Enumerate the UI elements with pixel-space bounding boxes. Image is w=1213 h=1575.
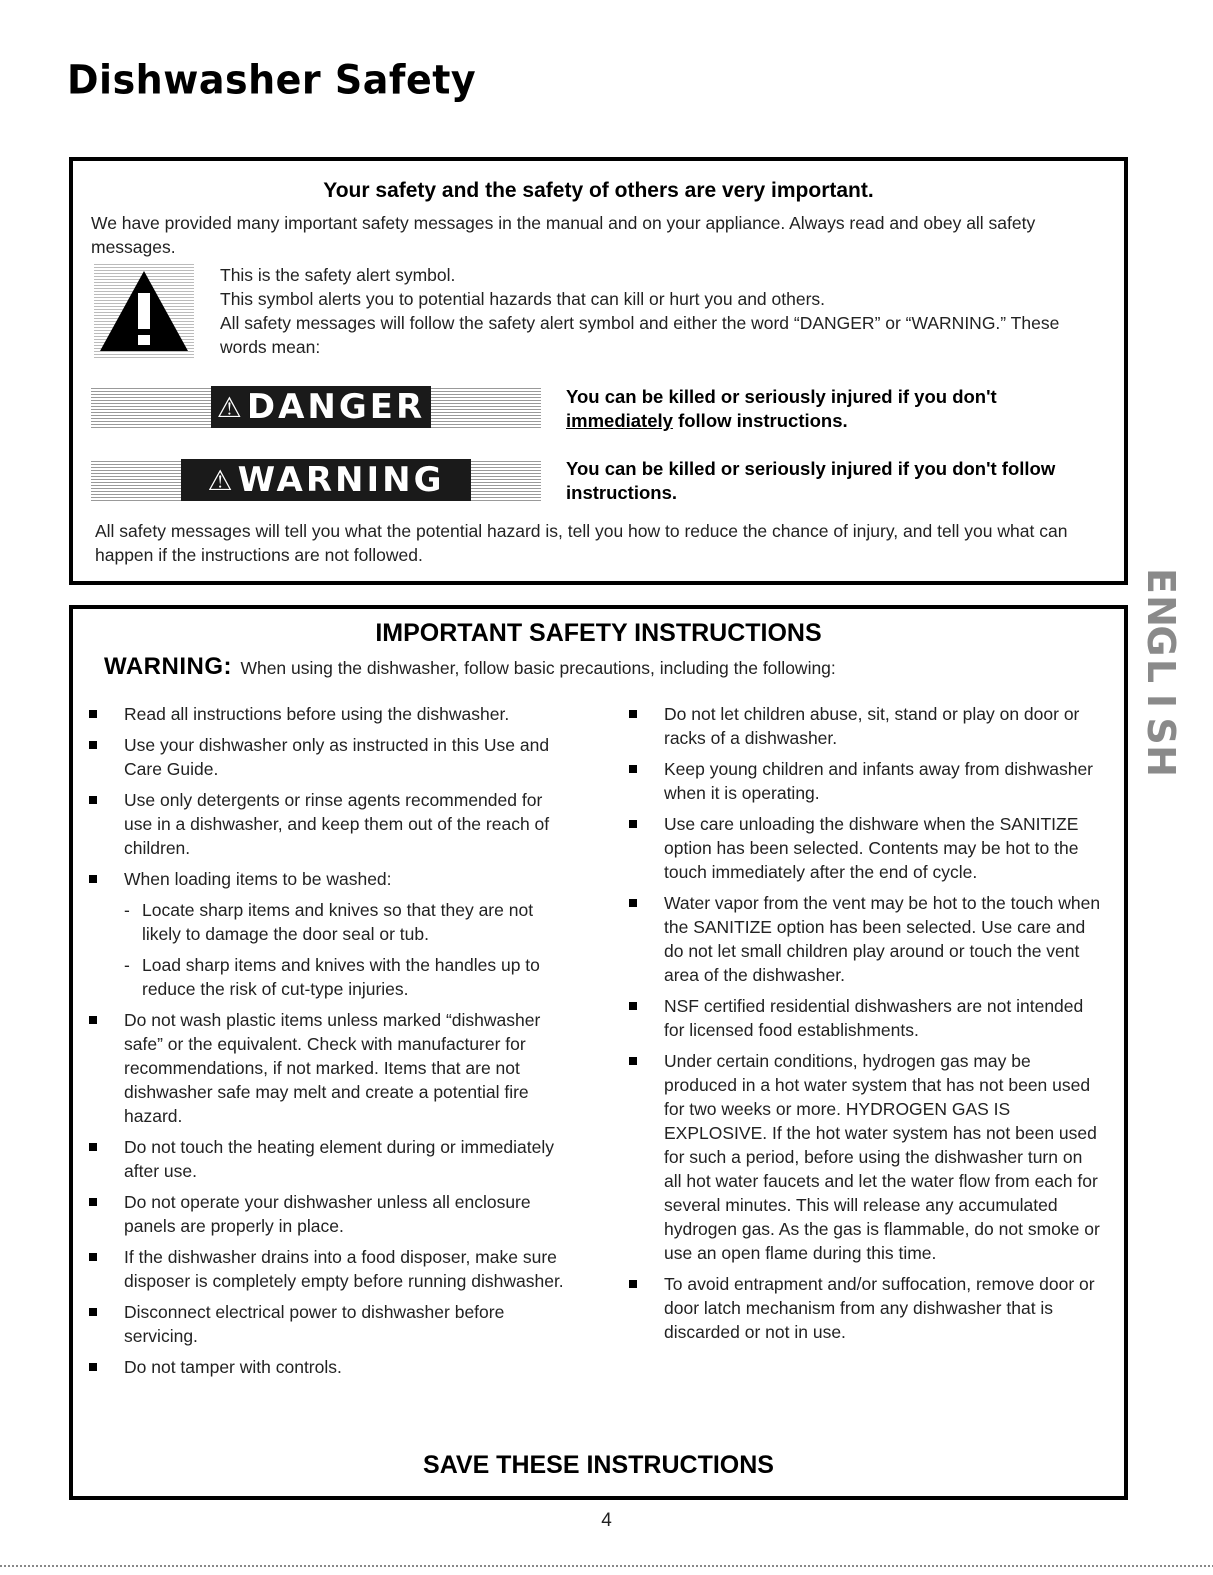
danger-desc-line: You can be killed or seriously injured if you don't (566, 386, 997, 407)
dash-icon: - (124, 955, 130, 975)
list-item (629, 891, 1104, 987)
list-item (629, 812, 1104, 884)
danger-signal-word (211, 386, 431, 428)
sub-item-text: Locate sharp items and knives so that they are not likely to damage the door seal or tub. (142, 900, 534, 944)
list-item-text: Read all instructions before using the dishwasher. (124, 704, 510, 724)
side-tab-letter: H (1139, 745, 1183, 777)
bullet-icon (89, 875, 97, 883)
list-item (629, 702, 1104, 750)
bullet-icon (629, 710, 637, 718)
safety-intro: We have provided many important safety messages in the manual and on your appliance. Always read and obey all safety messages. (91, 213, 1036, 257)
sub-item-text: Load sharp items and knives with the handles up to reduce the risk of cut-type injuries. (142, 955, 540, 999)
instructions-heading: IMPORTANT SAFETY INSTRUCTIONS (375, 619, 822, 647)
list-item-text: Under certain conditions, hydrogen gas may be produced in a hot water system that has not been used for two weeks or more. HYDROGEN GAS IS EXPLOSIVE. If the hot water system has not been used for such a period, before using the dishwasher turn on all hot water faucets and let the water flow from each for several minutes. This will release any accumulated hydrogen gas. As the gas is flammable, do not smoke or use an open flame during this time. (664, 1051, 1100, 1263)
bullet-icon (89, 1363, 97, 1371)
symbol-line: This symbol alerts you to potential hazards that can kill or hurt you and others. (220, 289, 826, 309)
list-item (89, 1245, 569, 1293)
instructions-right-column (629, 702, 1104, 1351)
warning-signal-word (181, 459, 471, 501)
bullet-icon (629, 765, 637, 773)
bullet-icon (89, 796, 97, 804)
list-item-text: Do not touch the heating element during or immediately after use. (124, 1137, 554, 1181)
list-item-text: Disconnect electrical power to dishwasher before servicing. (124, 1302, 505, 1346)
danger-description (566, 385, 1106, 433)
list-item-text: Do not tamper with controls. (124, 1357, 342, 1377)
warning-label: WARNING: (104, 653, 232, 680)
bullet-icon (89, 710, 97, 718)
page-title: Dishwasher Safety (67, 56, 477, 104)
list-item (89, 867, 569, 891)
side-tab-letter: N (1139, 595, 1183, 627)
list-item-text: To avoid entrapment and/or suffocation, remove door or door latch mechanism from any dishwasher that is discarded or not in use. (664, 1274, 1095, 1342)
symbol-line: All safety messages will follow the safety alert symbol and either the word “DANGER” or “WARNING.” These words mean: (220, 313, 1060, 357)
safety-heading: Your safety and the safety of others are very important. (323, 179, 874, 202)
list-item-text: If the dishwasher drains into a food disposer, make sure disposer is completely empty before running dishwasher. (124, 1247, 564, 1291)
warning-description: You can be killed or seriously injured if you don't follow instructions. (566, 458, 1056, 503)
list-item-text: Do not let children abuse, sit, stand or play on door or racks of a dishwasher. (664, 704, 1080, 748)
side-tab-letter: I (1139, 693, 1183, 709)
list-item (89, 1190, 569, 1238)
list-item (629, 994, 1104, 1042)
warning-signal-bar (91, 459, 541, 501)
danger-desc-tail: follow instructions. (672, 410, 848, 431)
sub-list-item (89, 953, 569, 1001)
list-item-text: Use only detergents or rinse agents recommended for use in a dishwasher, and keep them out of the reach of children. (124, 790, 550, 858)
list-item-text: Use your dishwasher only as instructed in this Use and Care Guide. (124, 735, 550, 779)
list-item-text: When loading items to be washed: (124, 869, 392, 889)
safety-message-box (69, 157, 1128, 585)
warning-precaution-line (104, 653, 1104, 681)
bullet-icon (629, 820, 637, 828)
list-item (89, 733, 569, 781)
list-item-text: Water vapor from the vent may be hot to the touch when the SANITIZE option has been selected. Use care and do not let small children play around or touch the vent area of the dishwasher. (664, 893, 1101, 985)
sub-list-item (89, 898, 569, 946)
list-item-text: Use care unloading the dishware when the SANITIZE option has been selected. Contents may be hot to the touch immediately after the end of cycle. (664, 814, 1079, 882)
bullet-icon (89, 1143, 97, 1151)
bullet-icon (89, 1308, 97, 1316)
list-item (89, 1355, 569, 1379)
side-tab-letter: L (1139, 658, 1183, 684)
save-instructions-heading: SAVE THESE INSTRUCTIONS (423, 1451, 774, 1479)
list-item (629, 1272, 1104, 1344)
list-item (629, 757, 1104, 805)
bullet-icon (629, 1002, 637, 1010)
bullet-icon (89, 1016, 97, 1024)
instructions-left-column (89, 702, 569, 1386)
list-item (89, 1008, 569, 1128)
bullet-icon (629, 1057, 637, 1065)
list-item-text: NSF certified residential dishwashers are not intended for licensed food establishments. (664, 996, 1084, 1040)
danger-desc-line (566, 409, 1106, 433)
symbol-line: This is the safety alert symbol. (220, 265, 456, 285)
side-tab-letter: S (1139, 717, 1183, 745)
important-instructions-box (69, 605, 1128, 1500)
side-tab-letter: G (1139, 625, 1183, 657)
warning-triangle-icon: ⚠ (216, 390, 245, 424)
list-item (89, 1300, 569, 1348)
warning-label: WARNING (237, 460, 445, 500)
list-item (89, 788, 569, 860)
dash-icon: - (124, 900, 130, 920)
emphasis-word: immediately (566, 410, 673, 431)
bullet-icon (89, 741, 97, 749)
warning-triangle-icon: ⚠ (207, 463, 236, 497)
bullet-icon (89, 1253, 97, 1261)
bullet-icon (629, 899, 637, 907)
danger-signal-bar (91, 386, 541, 428)
safety-alert-symbol-icon (94, 263, 194, 358)
bullet-icon (89, 1198, 97, 1206)
list-item (89, 702, 569, 726)
bottom-divider (0, 1565, 1213, 1567)
symbol-explanation (220, 263, 1090, 359)
danger-label: DANGER (246, 387, 426, 427)
list-item-text: Keep young children and infants away from dishwasher when it is operating. (664, 759, 1093, 803)
safety-outro: All safety messages will tell you what the potential hazard is, tell you how to reduce the chance of injury, and tell you what can happen if the instructions are not followed. (95, 521, 1068, 565)
list-item-text: Do not operate your dishwasher unless all enclosure panels are properly in place. (124, 1192, 531, 1236)
list-item (89, 1135, 569, 1183)
side-tab-letter: E (1139, 568, 1183, 594)
warning-text: When using the dishwasher, follow basic precautions, including the following: (240, 658, 836, 678)
page-number: 4 (601, 1510, 612, 1531)
language-side-tab (1128, 566, 1194, 777)
list-item-text: Do not wash plastic items unless marked “dishwasher safe” or the equivalent. Check with manufacturer for recommendations, if not marked. Items that are not dishwasher safe may melt and create a potential fire hazard. (124, 1010, 541, 1126)
list-item (629, 1049, 1104, 1265)
bullet-icon (629, 1280, 637, 1288)
